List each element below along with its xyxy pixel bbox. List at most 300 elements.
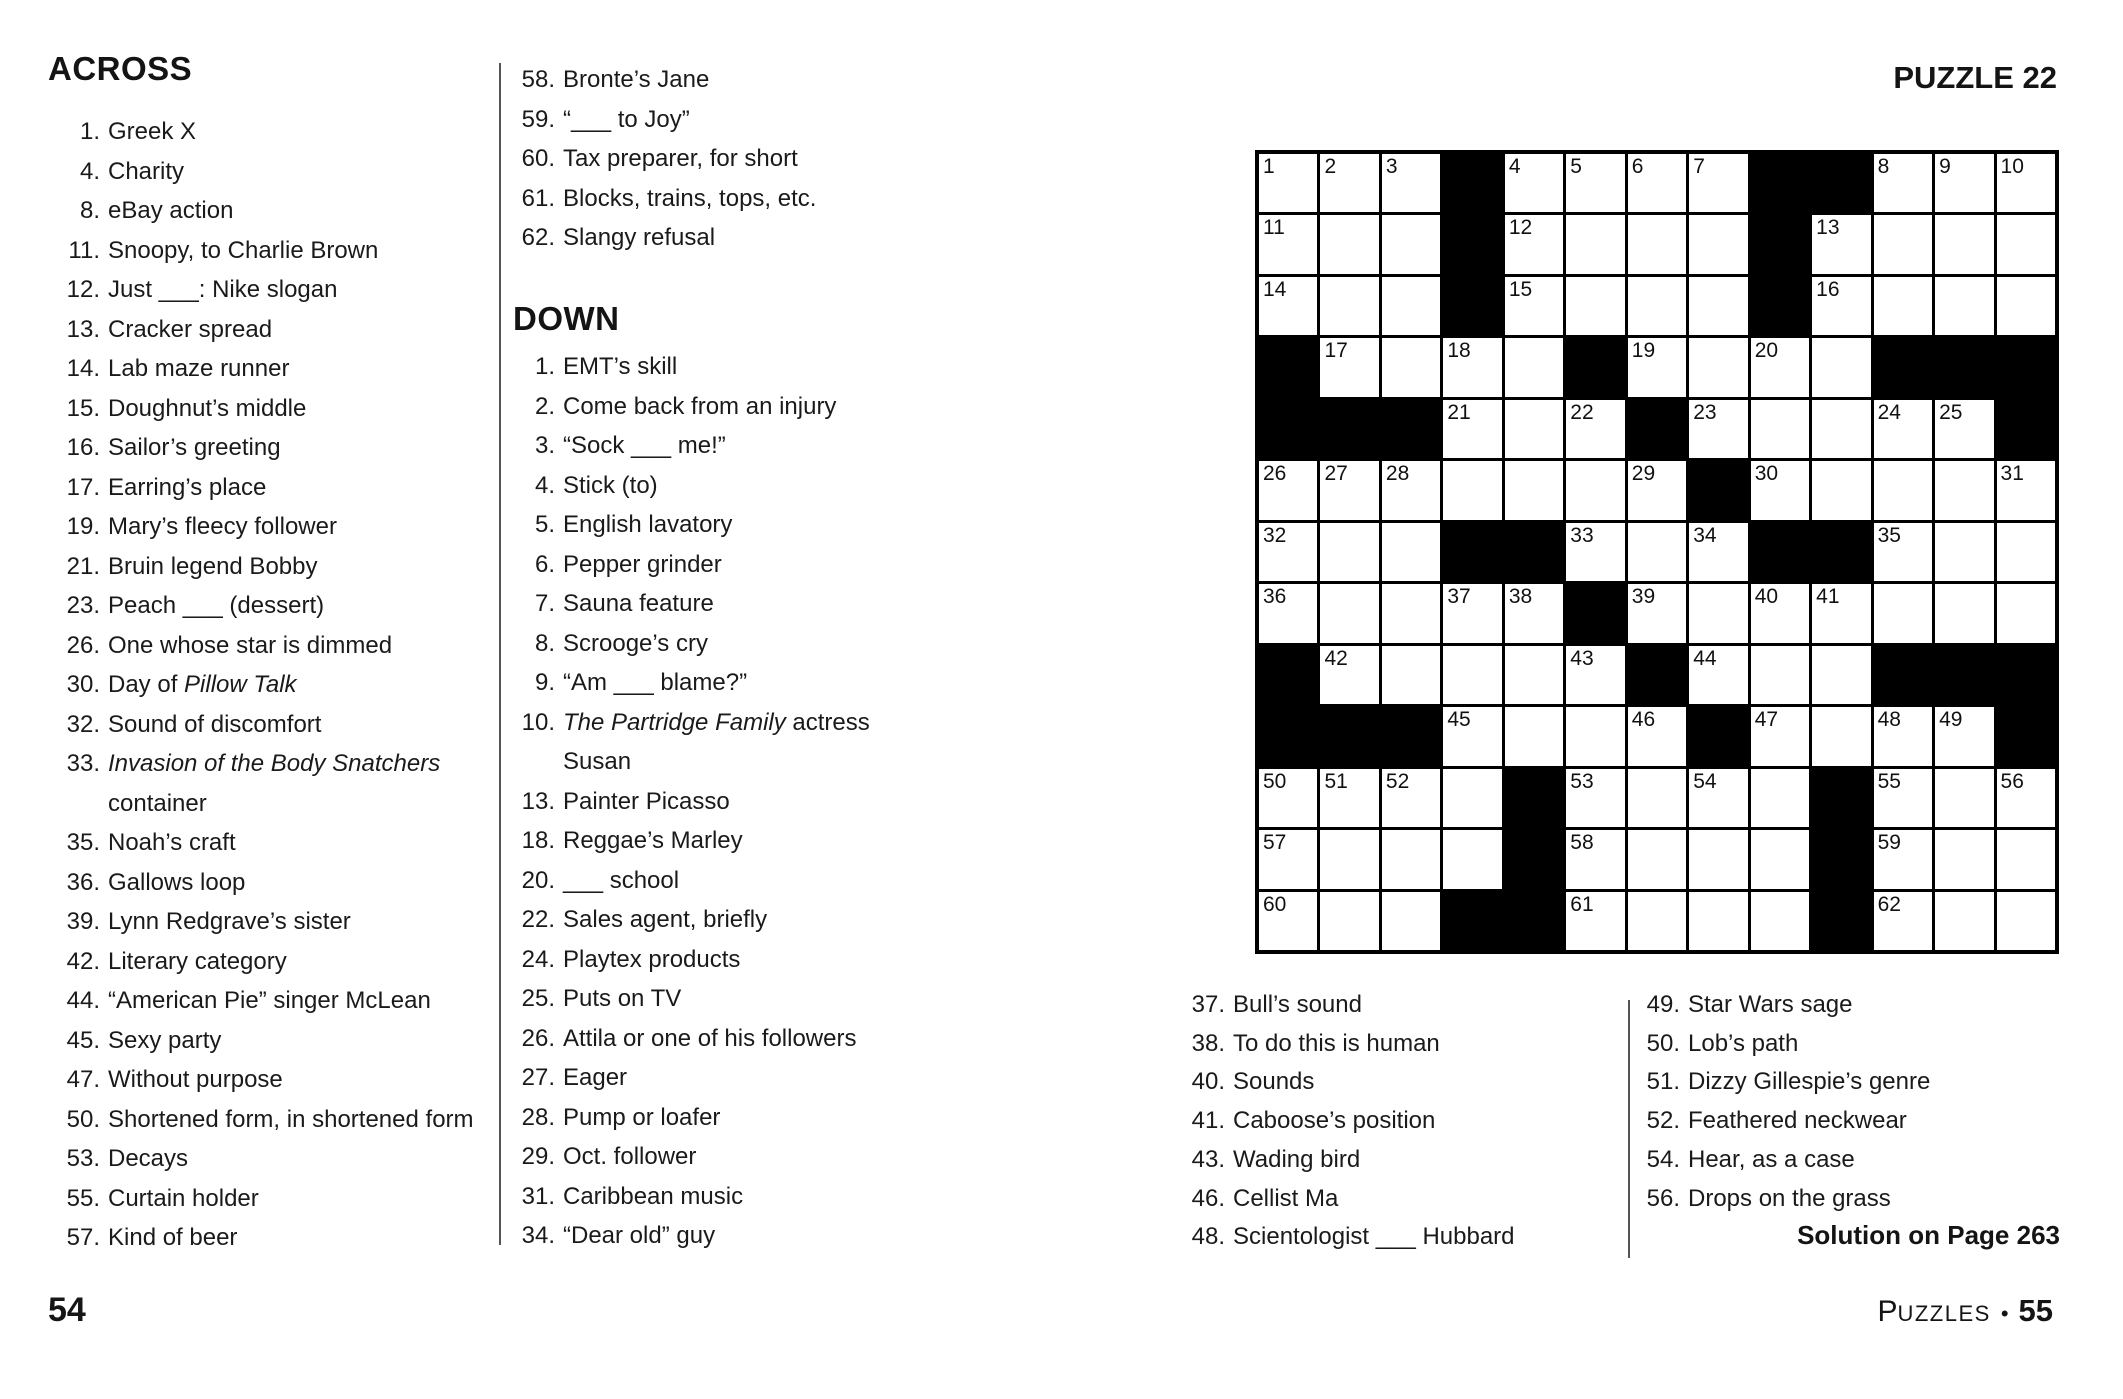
grid-cell	[1320, 277, 1378, 335]
clue-number: 1.	[534, 353, 555, 380]
clue-item	[48, 705, 503, 745]
grid-cell-black	[1259, 707, 1317, 765]
clue-text: Peach ___ (dessert)	[108, 592, 325, 619]
grid-cell-black	[1259, 338, 1317, 396]
clue-text: EMT’s skill	[563, 353, 678, 380]
grid-cell	[1382, 830, 1440, 888]
clue-item	[48, 507, 503, 547]
grid-cell	[1628, 707, 1686, 765]
clue-number: 2.	[534, 392, 555, 420]
clue-text: Star Wars sage	[1688, 991, 1853, 1018]
grid-cell-black	[1259, 400, 1317, 458]
grid-cell	[1812, 400, 1870, 458]
grid-cell	[1751, 646, 1809, 704]
grid-cell	[1443, 830, 1501, 888]
clue-item	[1640, 1180, 2060, 1219]
clue-number: 7.	[534, 590, 555, 617]
grid-cell-number: 40	[1754, 585, 1779, 609]
clue-number: 22.	[521, 906, 555, 933]
clue-number: 13.	[66, 315, 100, 343]
clue-item	[513, 505, 953, 545]
clue-number: 48.	[1191, 1223, 1225, 1251]
grid-cell	[1812, 461, 1870, 519]
grid-cell	[1320, 154, 1378, 212]
grid-cell	[1382, 892, 1440, 950]
grid-cell	[1935, 400, 1993, 458]
clue-text: Snoopy, to Charlie Brown	[108, 236, 379, 264]
grid-cell-number: 6	[1631, 155, 1644, 178]
clue-number: 11.	[68, 236, 100, 264]
clue-text: Cellist Ma	[1233, 1184, 1339, 1212]
grid-cell-number: 43	[1570, 646, 1594, 670]
clue-text: “___ to Joy”	[563, 105, 690, 133]
page-number-left: 54	[48, 1291, 86, 1329]
grid-cell-number: 39	[1631, 585, 1656, 609]
grid-cell-number: 55	[1877, 769, 1901, 793]
grid-cell	[1505, 215, 1563, 273]
down-heading: DOWN	[513, 300, 620, 337]
grid-cell-black	[1935, 338, 1993, 396]
clue-text: Decays	[108, 1145, 189, 1172]
clue-text: Caribbean music	[563, 1182, 744, 1210]
clue-number: 33.	[66, 750, 100, 777]
column-divider	[499, 63, 501, 1245]
grid-cell	[1997, 892, 2055, 950]
grid-cell	[1812, 215, 1870, 273]
clue-number: 34.	[521, 1222, 555, 1249]
grid-cell-number: 21	[1447, 400, 1471, 424]
grid-cell-number: 61	[1570, 892, 1594, 916]
grid-cell-black	[1935, 646, 1993, 704]
clue-text: Reggae’s Marley	[563, 827, 743, 854]
grid-cell-number: 2	[1324, 155, 1337, 178]
clue-number: 44.	[66, 987, 100, 1014]
clue-number: 40.	[1191, 1068, 1225, 1096]
grid-cell	[1812, 338, 1870, 396]
clue-number: 46.	[1191, 1184, 1225, 1212]
grid-cell-number: 24	[1877, 400, 1901, 424]
grid-cell-number: 22	[1570, 400, 1594, 424]
grid-cell	[1997, 277, 2055, 335]
grid-cell-number: 23	[1693, 400, 1717, 424]
clue-text: Dizzy Gillespie’s genre	[1688, 1068, 1931, 1096]
clue-item	[48, 665, 503, 705]
grid-cell-number: 27	[1324, 462, 1348, 486]
clue-text: Come back from an injury	[563, 392, 837, 420]
puzzle-title: PUZZLE 22	[1893, 60, 2057, 95]
clue-text: Playtex products	[563, 945, 741, 973]
grid-cell	[1689, 277, 1747, 335]
grid-cell-black	[1751, 154, 1809, 212]
clue-number: 50.	[1646, 1029, 1680, 1057]
grid-cell	[1812, 646, 1870, 704]
clue-text: Oct. follower	[563, 1143, 697, 1170]
grid-cell	[1382, 154, 1440, 212]
grid-cell-number: 50	[1263, 769, 1287, 793]
grid-cell-number: 38	[1508, 585, 1533, 609]
grid-cell-black	[1382, 400, 1440, 458]
grid-cell	[1382, 338, 1440, 396]
grid-cell	[1874, 892, 1932, 950]
grid-cell-number: 42	[1324, 646, 1348, 670]
clue-item	[513, 1019, 953, 1059]
clue-number: 24.	[521, 945, 555, 973]
clue-text: Tax preparer, for short	[563, 145, 798, 172]
grid-cell	[1259, 461, 1317, 519]
grid-cell	[1751, 830, 1809, 888]
clue-number: 21.	[66, 552, 100, 580]
grid-cell-number: 13	[1816, 216, 1840, 240]
grid-cell	[1443, 584, 1501, 642]
clue-text: Sauna feature	[563, 590, 714, 617]
grid-cell-number: 54	[1693, 769, 1717, 793]
grid-cell	[1259, 769, 1317, 827]
clue-item	[513, 1177, 953, 1217]
grid-cell	[1751, 400, 1809, 458]
clue-number: 56.	[1646, 1184, 1680, 1212]
grid-cell	[1628, 584, 1686, 642]
grid-cell-number: 3	[1385, 155, 1398, 178]
grid-cell	[1689, 338, 1747, 396]
clue-number: 52.	[1646, 1107, 1680, 1135]
clue-text: Day of Pillow Talk	[108, 671, 297, 698]
grid-cell-black	[1505, 830, 1563, 888]
clue-number: 26.	[66, 631, 100, 659]
clue-number: 27.	[521, 1064, 555, 1091]
across-clues-col2	[513, 60, 953, 258]
grid-cell	[1320, 584, 1378, 642]
grid-cell	[1628, 215, 1686, 273]
grid-cell-black	[1751, 215, 1809, 273]
grid-cell	[1259, 892, 1317, 950]
clue-item	[48, 270, 503, 310]
clue-text: Lab maze runner	[108, 355, 290, 382]
clue-number: 16.	[66, 434, 100, 461]
clue-item	[513, 1216, 953, 1256]
grid-cell-black	[1505, 892, 1563, 950]
grid-cell	[1689, 215, 1747, 273]
grid-cell	[1628, 769, 1686, 827]
clue-text: “American Pie” singer McLean	[108, 987, 431, 1014]
clue-item	[48, 981, 503, 1021]
clue-text: Wading bird	[1233, 1145, 1361, 1173]
grid-cell-number: 28	[1385, 462, 1410, 486]
grid-cell	[1689, 769, 1747, 827]
clue-text: Earring’s place	[108, 473, 267, 501]
grid-cell	[1505, 154, 1563, 212]
clue-number: 61.	[521, 184, 555, 212]
grid-cell-number: 26	[1263, 462, 1287, 486]
grid-cell-number: 49	[1939, 708, 1963, 732]
grid-cell-number: 7	[1693, 155, 1705, 178]
grid-cell	[1751, 769, 1809, 827]
clue-number: 43.	[1191, 1145, 1225, 1173]
grid-cell-number: 25	[1939, 400, 1963, 424]
clue-number: 50.	[66, 1105, 100, 1133]
clue-text: The Partridge Family actress Susan	[563, 708, 870, 775]
clue-item	[1640, 1063, 2060, 1102]
clue-text: Kind of beer	[108, 1224, 238, 1251]
clue-text: To do this is human	[1233, 1029, 1440, 1057]
grid-cell	[1505, 461, 1563, 519]
grid-cell	[1689, 892, 1747, 950]
grid-cell	[1259, 584, 1317, 642]
grid-cell	[1997, 154, 2055, 212]
footer-bullet: •	[2000, 1301, 2009, 1326]
grid-cell	[1505, 400, 1563, 458]
clue-text: Mary’s fleecy follower	[108, 513, 337, 540]
clue-item	[48, 428, 503, 468]
grid-cell	[1628, 830, 1686, 888]
grid-cell	[1566, 523, 1624, 581]
clue-text: “Dear old” guy	[563, 1222, 716, 1249]
grid-cell-number: 37	[1447, 585, 1471, 609]
down-clues-col2	[1180, 986, 1620, 1257]
grid-cell-black	[1443, 277, 1501, 335]
down-clues-col3	[1640, 986, 2060, 1218]
clue-number: 57.	[66, 1224, 100, 1251]
grid-cell	[1689, 646, 1747, 704]
clue-number: 32.	[66, 710, 100, 738]
clue-number: 19.	[66, 513, 100, 540]
clue-item	[1180, 1102, 1620, 1141]
grid-cell-black	[1443, 215, 1501, 273]
clue-text: Gallows loop	[108, 868, 246, 896]
clue-item	[48, 349, 503, 389]
grid-cell	[1443, 769, 1501, 827]
grid-cell	[1566, 154, 1624, 212]
grid-cell-number: 10	[2000, 155, 2024, 178]
grid-cell	[1689, 584, 1747, 642]
clue-item	[1640, 1102, 2060, 1141]
grid-cell-black	[1874, 338, 1932, 396]
grid-cell-black	[1751, 277, 1809, 335]
grid-cell-number: 5	[1570, 155, 1582, 178]
grid-cell-black	[1320, 707, 1378, 765]
clue-text: Hear, as a case	[1688, 1145, 1855, 1173]
grid-cell	[1382, 215, 1440, 273]
grid-cell-number: 18	[1447, 339, 1471, 363]
clue-text: Bronte’s Jane	[563, 66, 710, 93]
clue-number: 26.	[521, 1024, 555, 1052]
clue-item	[513, 663, 953, 703]
grid-cell-number: 52	[1385, 769, 1410, 793]
grid-cell-number: 20	[1754, 339, 1779, 363]
grid-cell	[1320, 523, 1378, 581]
clue-item	[48, 1100, 503, 1140]
clue-number: 45.	[66, 1026, 100, 1054]
clue-number: 58.	[521, 66, 555, 93]
grid-cell	[1259, 830, 1317, 888]
grid-cell	[1505, 277, 1563, 335]
clue-number: 59.	[521, 105, 555, 133]
clue-text: Curtain holder	[108, 1184, 259, 1212]
clue-item	[513, 347, 953, 387]
clue-item	[48, 152, 503, 192]
clue-item	[48, 231, 503, 271]
across-clues-col1	[48, 112, 503, 1258]
grid-cell	[1628, 461, 1686, 519]
clue-number: 5.	[534, 511, 555, 538]
clue-number: 37.	[1191, 991, 1225, 1018]
grid-cell	[1382, 584, 1440, 642]
grid-cell-number: 45	[1447, 708, 1471, 732]
grid-cell-number: 16	[1816, 277, 1840, 301]
grid-cell	[1320, 215, 1378, 273]
clue-text: Drops on the grass	[1688, 1184, 1891, 1212]
grid-cell-number: 35	[1877, 523, 1901, 547]
across-heading: ACROSS	[48, 50, 193, 87]
grid-cell	[1874, 707, 1932, 765]
clue-item	[48, 1179, 503, 1219]
clue-item	[48, 942, 503, 982]
grid-cell	[1505, 646, 1563, 704]
grid-cell	[1935, 277, 1993, 335]
grid-cell	[1505, 707, 1563, 765]
grid-cell	[1320, 461, 1378, 519]
grid-cell	[1382, 277, 1440, 335]
grid-cell	[1751, 338, 1809, 396]
grid-cell-number: 9	[1939, 155, 1951, 178]
clue-text: Greek X	[108, 118, 197, 145]
grid-cell-number: 51	[1324, 769, 1348, 793]
clue-item	[48, 863, 503, 903]
grid-cell-number: 47	[1754, 708, 1779, 732]
grid-cell-black	[1443, 523, 1501, 581]
grid-cell	[1320, 769, 1378, 827]
grid-cell	[1874, 584, 1932, 642]
clue-text: Lynn Redgrave’s sister	[108, 908, 351, 935]
clue-text: Slangy refusal	[563, 224, 716, 251]
grid-cell	[1751, 892, 1809, 950]
clue-item	[48, 547, 503, 587]
grid-cell-black	[1997, 707, 2055, 765]
clue-item	[48, 744, 503, 823]
grid-cell-number: 30	[1754, 462, 1779, 486]
clue-number: 49.	[1646, 991, 1680, 1018]
page-footer-right	[1877, 1293, 2053, 1329]
grid-cell-number: 15	[1508, 277, 1533, 301]
clue-number: 30.	[66, 671, 100, 698]
clue-item	[513, 1137, 953, 1177]
grid-cell	[1935, 707, 1993, 765]
grid-cell-number: 59	[1877, 831, 1901, 855]
clue-number: 53.	[66, 1145, 100, 1172]
grid-cell-black	[1566, 584, 1624, 642]
clue-item	[513, 218, 953, 258]
clue-item	[513, 624, 953, 664]
clue-number: 4.	[79, 157, 100, 185]
grid-cell	[1443, 646, 1501, 704]
clue-number: 29.	[521, 1143, 555, 1170]
grid-cell	[1997, 523, 2055, 581]
clue-item	[48, 1021, 503, 1061]
grid-cell-number: 46	[1631, 708, 1656, 732]
clue-number: 41.	[1191, 1107, 1225, 1135]
grid-cell-number: 57	[1263, 831, 1287, 855]
clue-item	[48, 1139, 503, 1179]
clue-text: Shortened form, in shortened form	[108, 1105, 474, 1133]
clue-item	[513, 179, 953, 219]
clue-item	[48, 1060, 503, 1100]
clue-number: 18.	[521, 827, 555, 854]
grid-cell	[1874, 400, 1932, 458]
grid-cell-number: 44	[1693, 646, 1717, 670]
clue-item	[513, 979, 953, 1019]
clue-item	[48, 389, 503, 429]
grid-cell-number: 1	[1263, 155, 1275, 178]
footer-section-label-rest: UZZLES	[1897, 1301, 1991, 1326]
grid-cell-black	[1812, 892, 1870, 950]
grid-cell	[1935, 830, 1993, 888]
grid-cell-number: 41	[1816, 585, 1840, 609]
grid-cell	[1812, 277, 1870, 335]
clue-number: 39.	[66, 908, 100, 935]
grid-cell	[1566, 400, 1624, 458]
grid-cell	[1320, 646, 1378, 704]
grid-cell	[1812, 584, 1870, 642]
grid-cell-black	[1628, 400, 1686, 458]
solution-note: Solution on Page 263	[1797, 1220, 2060, 1250]
clue-number: 35.	[66, 829, 100, 856]
clue-text: Invasion of the Body Snatchers container	[108, 750, 441, 817]
grid-cell-number: 4	[1508, 155, 1521, 178]
clue-item	[513, 1098, 953, 1138]
grid-cell	[1443, 461, 1501, 519]
grid-cell-number: 11	[1263, 216, 1285, 240]
clue-number: 6.	[534, 550, 555, 578]
grid-cell-number: 60	[1263, 892, 1287, 916]
clue-text: Sailor’s greeting	[108, 434, 281, 461]
grid-cell	[1689, 830, 1747, 888]
clue-text: Blocks, trains, tops, etc.	[563, 184, 817, 212]
clue-number: 17.	[66, 473, 100, 501]
grid-cell	[1874, 277, 1932, 335]
grid-cell-black	[1259, 646, 1317, 704]
grid-cell-black	[1997, 400, 2055, 458]
clue-item	[513, 703, 953, 782]
clue-number: 8.	[534, 629, 555, 657]
grid-cell	[1259, 154, 1317, 212]
clue-text: Just ___: Nike slogan	[108, 276, 338, 303]
grid-cell	[1382, 523, 1440, 581]
clue-number: 60.	[521, 145, 555, 172]
clue-text: Sounds	[1233, 1068, 1315, 1096]
grid-cell	[1689, 154, 1747, 212]
grid-cell-number: 8	[1877, 155, 1890, 178]
grid-cell	[1628, 338, 1686, 396]
clue-item	[1640, 1141, 2060, 1180]
clue-text: Literary category	[108, 947, 287, 975]
clue-text: Bull’s sound	[1233, 991, 1362, 1018]
grid-cell	[1997, 584, 2055, 642]
grid-cell	[1689, 523, 1747, 581]
clue-text: “Am ___ blame?”	[563, 669, 748, 696]
clue-item	[48, 112, 503, 152]
clue-text: English lavatory	[563, 511, 733, 538]
clue-text: Cracker spread	[108, 315, 273, 343]
grid-cell-number: 32	[1263, 523, 1287, 547]
puzzle-grid	[1255, 150, 2059, 954]
clue-number: 1.	[79, 118, 100, 145]
clue-number: 42.	[66, 947, 100, 975]
grid-cell-number: 36	[1263, 585, 1287, 609]
grid-cell-black	[1997, 338, 2055, 396]
grid-cell-black	[1812, 769, 1870, 827]
clue-item	[1180, 1025, 1620, 1064]
grid-cell-number: 34	[1693, 523, 1717, 547]
clue-item	[48, 310, 503, 350]
